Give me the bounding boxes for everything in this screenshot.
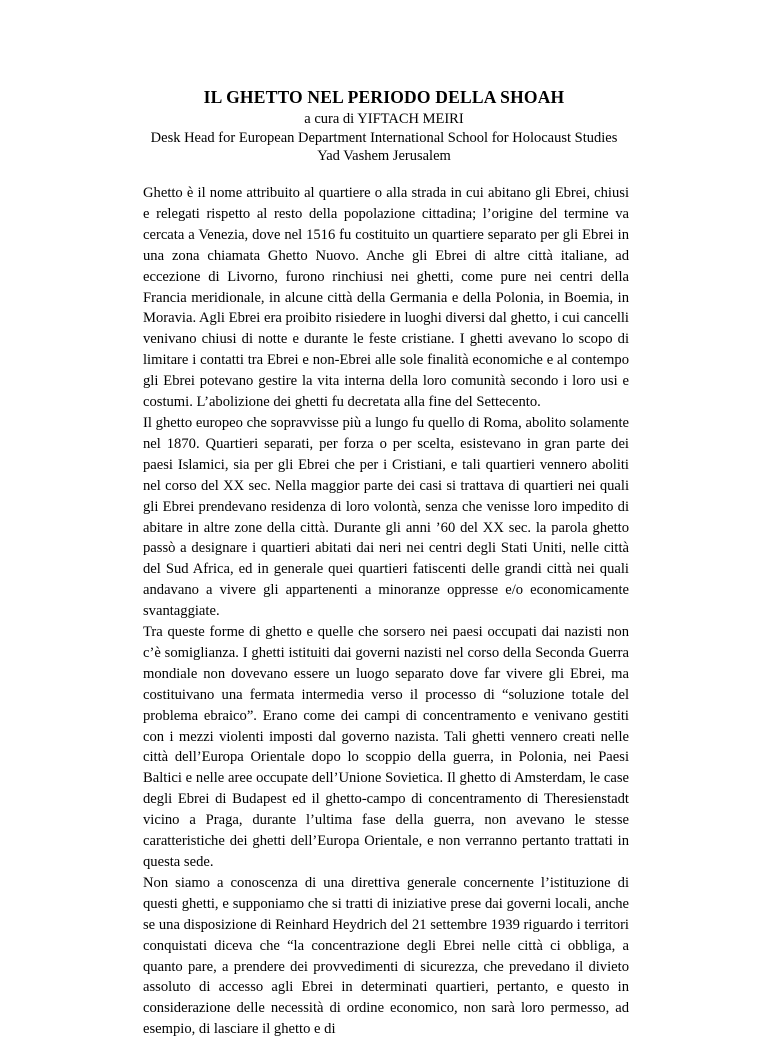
document-header <box>0 86 768 166</box>
body-paragraph: Il ghetto europeo che sopravvisse più a lungo fu quello di Roma, abolito solamente nel 1870. Quartieri separati, per forza o per scelta, esistevano in gran parte dei paesi Islamici, sia per gli Ebrei che per i Cristiani, e tali quartieri vennero aboliti nel corso del XX sec. Nella maggior parte dei casi si trattava di quartieri nei quali gli Ebrei prendevano residenza di loro volontà, senza che venisse loro impedito di abitare in altre zone della città. Durante gli anni ’60 del XX sec. la parola ghetto passò a designare i quartieri abitati dai neri nei centri degli Stati Uniti, nelle città del Sud Africa, ed in generale quei quartieri fatiscenti delle grandi città nei quali andavano a vivere gli appartenenti a minoranze oppresse e/o economicamente svantaggiate. <box>143 414 629 620</box>
body-paragraph: Tra queste forme di ghetto e quelle che sorsero nei paesi occupati dai nazisti non c’è somiglianza. I ghetti istituiti dai governi nazisti nel corso della Seconda Guerra mondiale non dovevano essere un luogo separato dove far vivere gli Ebrei, ma costituivano una fermata intermedia verso il processo di “soluzione totale del problema ebraico”. Erano come dei campi di concentramento e venivano gestiti con i mezzi violenti imposti dal governo nazista. Tali ghetti vennero creati nelle città dell’Europa Orientale dopo lo scoppio della guerra, in Polonia, nei Paesi Baltici e nelle aree occupate dell’Unione Sovietica. Il ghetto di Amsterdam, le case degli Ebrei di Budapest ed il ghetto-campo di concentramento di Theresienstadt vicino a Praga, durante l’ultima fase della guerra, non avevano le stesse caratteristiche dei ghetti dell’Europa Orientale, e non verranno pertanto trattati in questa sede. <box>143 624 629 870</box>
document-title: IL GHETTO NEL PERIODO DELLA SHOAH <box>203 87 565 107</box>
body-paragraph: Non siamo a conoscenza di una direttiva generale concernente l’istituzione di questi ghetti, e supponiamo che si tratti di iniziative prese dai governi locali, anche se una disposizione di Reinhard Heydrich del 21 settembre 1939 riguardo i territori conquistati diceva che “la concentrazione degli Ebrei nelle città ci obbliga, a quanto pare, a prendere dei provvedimenti di sicurezza, che prevedano il divieto assoluto di accesso agli Ebrei in determinati quartieri, pertanto, e questo in considerazione delle necessità di ordine economico, non sarà loro permesso, ad esempio, di lasciare il ghetto e di <box>143 874 629 1038</box>
author-institution: Yad Vashem Jerusalem <box>317 148 451 164</box>
document-body <box>143 183 629 1040</box>
author-affiliation: Desk Head for European Department International School for Holocaust Studies <box>150 129 618 146</box>
body-paragraph: Ghetto è il nome attribuito al quartiere o alla strada in cui abitano gli Ebrei, chiusi e relegati rispetto al resto della popolazione cittadina; l’origine del termine va cercata a Venezia, dove nel 1516 fu costituito un quartiere separato per gli Ebrei in una zona chiamata Ghetto Nuovo. Anche gli Ebrei di altre città italiane, ad eccezione di Livorno, furono rinchiusi nei ghetti, come pure nei centri della Francia meridionale, in alcune città della Germania e della Polonia, in Boemia, in Moravia. Agli Ebrei era proibito risiedere in luoghi diversi dal ghetto, i cui cancelli venivano chiusi di notte e durante le feste cristiane. I ghetti avevano lo scopo di limitare i contatti tra Ebrei e non-Ebrei alle sole finalità economiche e al contempo gli Ebrei potevano gestire la vita interna della loro comunità secondo i loro usi e costumi. L’abolizione dei ghetti fu decretata alla fine del Settecento. <box>143 185 629 411</box>
author-byline: a cura di YIFTACH MEIRI <box>304 111 464 127</box>
